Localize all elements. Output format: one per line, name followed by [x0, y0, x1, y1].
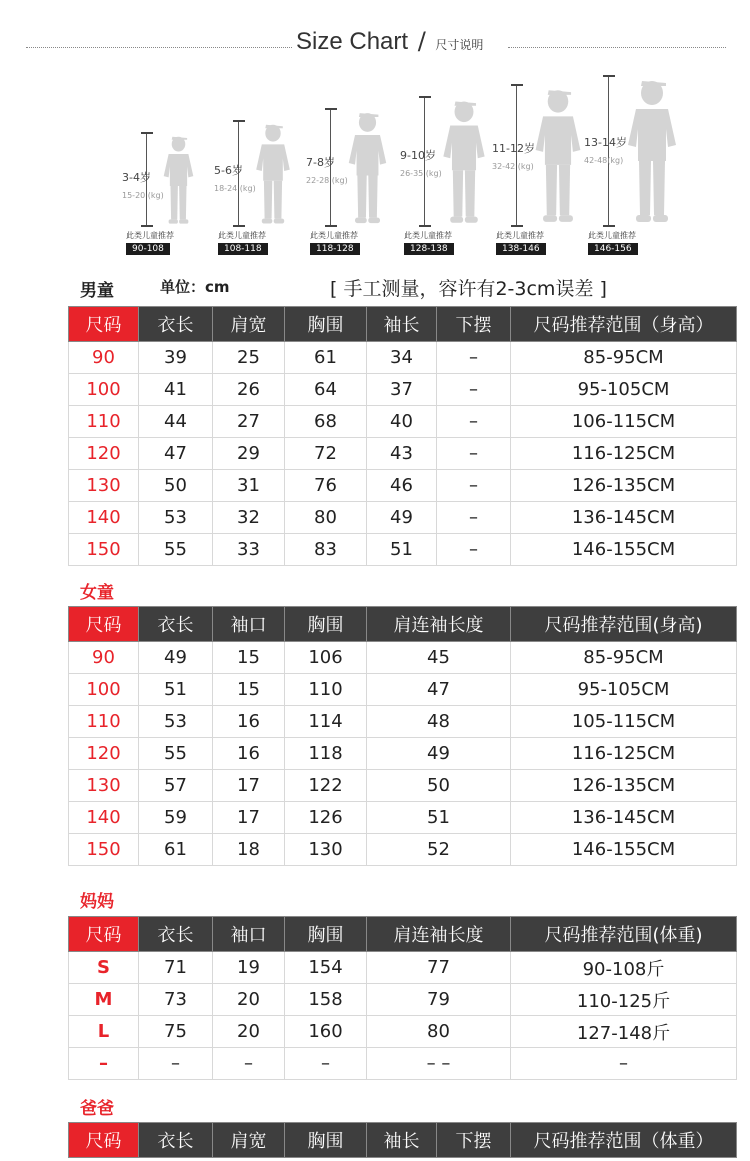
- size-cell: 150: [69, 834, 139, 866]
- table-cell: 116-125CM: [511, 438, 737, 470]
- column-header: 胸围: [285, 1123, 367, 1158]
- column-header: 尺码推荐范围（体重）: [511, 1123, 737, 1158]
- column-header: 袖口: [213, 607, 285, 642]
- table-header-row: [69, 1123, 737, 1158]
- table-cell: 64: [285, 374, 367, 406]
- age-label: 11-12岁: [492, 141, 535, 155]
- column-header: 肩连袖长度: [367, 607, 511, 642]
- age-label: 3-4岁: [122, 171, 151, 185]
- size-cell: S: [69, 952, 139, 984]
- table-row: [69, 502, 737, 534]
- table-cell: 50: [367, 770, 511, 802]
- height-range-badge: 138-146: [496, 243, 546, 255]
- child-silhouette-icon: [438, 98, 490, 227]
- table-cell: 106: [285, 642, 367, 674]
- table-header-row: [69, 917, 737, 952]
- table-row: [69, 834, 737, 866]
- weight-label: 42-48(kg): [584, 156, 624, 165]
- table-row: [69, 770, 737, 802]
- table-cell: 26: [213, 374, 285, 406]
- table-cell: 34: [367, 342, 437, 374]
- table-cell: –: [437, 438, 511, 470]
- table-cell: 73: [139, 984, 213, 1016]
- table-header-row: [69, 607, 737, 642]
- table-cell: 40: [367, 406, 437, 438]
- column-header: 下摆: [437, 307, 511, 342]
- column-header: 尺码推荐范围(身高): [511, 607, 737, 642]
- table-cell: 46: [367, 470, 437, 502]
- table-cell: 72: [285, 438, 367, 470]
- weight-label: 32-42 (kg): [492, 161, 534, 171]
- kid-figure: [492, 56, 582, 271]
- column-header: 肩连袖长度: [367, 917, 511, 952]
- table-cell: 37: [367, 374, 437, 406]
- table-cell: 146-155CM: [511, 834, 737, 866]
- table-cell: 45: [367, 642, 511, 674]
- table-cell: 61: [285, 342, 367, 374]
- table-row: [69, 642, 737, 674]
- title-chinese: 尺寸说明: [435, 38, 484, 52]
- child-silhouette-icon: [530, 86, 586, 227]
- table-cell: 53: [139, 706, 213, 738]
- recommend-label: 此类儿童推荐: [496, 231, 544, 240]
- size-cell: 120: [69, 438, 139, 470]
- table-cell: –: [437, 502, 511, 534]
- table-row: [69, 406, 737, 438]
- table-cell: 75: [139, 1016, 213, 1048]
- page-header: [0, 0, 750, 56]
- girls-label: 女童: [80, 583, 114, 603]
- dad-label: 爸爸: [80, 1099, 114, 1119]
- table-cell: 50: [139, 470, 213, 502]
- boys-size-table: [68, 306, 737, 566]
- column-header: 衣长: [139, 607, 213, 642]
- child-silhouette-icon: [344, 110, 391, 227]
- column-header: 胸围: [285, 607, 367, 642]
- height-ruler: [608, 75, 619, 227]
- table-cell: 16: [213, 706, 285, 738]
- table-cell: 61: [139, 834, 213, 866]
- table-cell: 49: [367, 738, 511, 770]
- size-cell: 110: [69, 406, 139, 438]
- table-cell: 57: [139, 770, 213, 802]
- table-row: [69, 470, 737, 502]
- table-cell: 90-108斤: [511, 952, 737, 984]
- height-range-badge: 118-128: [310, 243, 360, 255]
- table-row: [69, 802, 737, 834]
- table-cell: 51: [139, 674, 213, 706]
- size-cell: 130: [69, 470, 139, 502]
- column-header-size: 尺码: [69, 307, 139, 342]
- table-row: [69, 1048, 737, 1080]
- table-cell: 51: [367, 534, 437, 566]
- table-cell: 31: [213, 470, 285, 502]
- column-header-size: 尺码: [69, 917, 139, 952]
- title-english: Size Chart: [296, 28, 409, 55]
- unit-label: 单位：cm: [160, 278, 230, 296]
- column-header: 肩宽: [213, 307, 285, 342]
- recommend-label: 此类儿童推荐: [310, 231, 358, 240]
- column-header: 胸围: [285, 917, 367, 952]
- table-cell: –: [213, 1048, 285, 1080]
- table-row: [69, 952, 737, 984]
- size-cell: 100: [69, 374, 139, 406]
- boys-label: 男童: [80, 281, 114, 301]
- height-range-badge: 90-108: [126, 243, 170, 255]
- table-cell: –: [437, 342, 511, 374]
- table-cell: 55: [139, 738, 213, 770]
- kid-figure: [400, 56, 490, 271]
- table-cell: 80: [285, 502, 367, 534]
- table-row: [69, 738, 737, 770]
- table-cell: 68: [285, 406, 367, 438]
- table-cell: 85-95CM: [511, 342, 737, 374]
- table-row: [69, 706, 737, 738]
- table-cell: 146-155CM: [511, 534, 737, 566]
- table-cell: –: [139, 1048, 213, 1080]
- column-header: 胸围: [285, 307, 367, 342]
- table-cell: 15: [213, 674, 285, 706]
- table-cell: 48: [367, 706, 511, 738]
- table-cell: 27: [213, 406, 285, 438]
- table-row: [69, 534, 737, 566]
- kid-figure: [214, 56, 304, 271]
- table-cell: 126-135CM: [511, 770, 737, 802]
- table-cell: –: [437, 534, 511, 566]
- page-title: [296, 27, 483, 56]
- column-header: 下摆: [437, 1123, 511, 1158]
- child-silhouette-icon: [252, 122, 294, 227]
- column-header: 衣长: [139, 307, 213, 342]
- table-cell: 51: [367, 802, 511, 834]
- child-silhouette-icon: [160, 134, 197, 227]
- age-label: 13-14岁: [584, 136, 627, 149]
- column-header: 肩宽: [213, 1123, 285, 1158]
- table-cell: 20: [213, 1016, 285, 1048]
- size-cell: L: [69, 1016, 139, 1048]
- table-row: [69, 374, 737, 406]
- table-cell: 106-115CM: [511, 406, 737, 438]
- table-cell: 83: [285, 534, 367, 566]
- kid-figure: [306, 56, 396, 271]
- table-cell: 136-145CM: [511, 802, 737, 834]
- size-cell: 90: [69, 642, 139, 674]
- table-cell: 154: [285, 952, 367, 984]
- table-cell: 85-95CM: [511, 642, 737, 674]
- header-dotted-rule-left: [26, 47, 292, 48]
- table-cell: 20: [213, 984, 285, 1016]
- table-header-row: [69, 307, 737, 342]
- column-header: 袖长: [367, 307, 437, 342]
- column-header: 衣长: [139, 917, 213, 952]
- table-cell: 105-115CM: [511, 706, 737, 738]
- table-row: [69, 438, 737, 470]
- table-cell: 47: [367, 674, 511, 706]
- table-cell: 71: [139, 952, 213, 984]
- table-cell: 114: [285, 706, 367, 738]
- table-cell: 49: [367, 502, 437, 534]
- table-row: [69, 1016, 737, 1048]
- table-cell: 95-105CM: [511, 674, 737, 706]
- table-cell: 33: [213, 534, 285, 566]
- recommend-label: 此类儿童推荐: [218, 231, 266, 240]
- dad-size-table: [68, 1122, 737, 1158]
- column-header-size: 尺码: [69, 607, 139, 642]
- kid-figure: [584, 56, 674, 271]
- table-cell: 76: [285, 470, 367, 502]
- table-cell: 95-105CM: [511, 374, 737, 406]
- table-cell: 127-148斤: [511, 1016, 737, 1048]
- weight-label: 15-20 (kg): [122, 191, 164, 201]
- table-cell: – –: [367, 1048, 511, 1080]
- table-cell: 158: [285, 984, 367, 1016]
- table-cell: 122: [285, 770, 367, 802]
- weight-label: 22-28 (kg): [306, 176, 348, 186]
- age-label: 9-10岁: [400, 149, 436, 163]
- column-header: 尺码推荐范围（身高）: [511, 307, 737, 342]
- mom-size-table: [68, 916, 737, 1080]
- table-row: [69, 674, 737, 706]
- table-cell: 44: [139, 406, 213, 438]
- table-cell: 118: [285, 738, 367, 770]
- kid-figure: [122, 56, 212, 271]
- table-cell: 43: [367, 438, 437, 470]
- weight-label: 26-35 (kg): [400, 169, 442, 179]
- table-cell: 126-135CM: [511, 470, 737, 502]
- table-cell: 16: [213, 738, 285, 770]
- table-cell: 110: [285, 674, 367, 706]
- table-cell: 130: [285, 834, 367, 866]
- table-cell: –: [285, 1048, 367, 1080]
- column-header: 衣长: [139, 1123, 213, 1158]
- table-cell: 15: [213, 642, 285, 674]
- height-range-badge: 128-138: [404, 243, 454, 255]
- girls-size-table: [68, 606, 737, 866]
- age-label: 7-8岁: [306, 156, 335, 170]
- column-header: 袖长: [367, 1123, 437, 1158]
- size-cell: –: [69, 1048, 139, 1080]
- recommend-label: 此类儿童推荐: [404, 231, 452, 240]
- table-cell: 32: [213, 502, 285, 534]
- title-separator: /: [417, 27, 426, 55]
- column-header: 尺码推荐范围(体重): [511, 917, 737, 952]
- table-cell: 126: [285, 802, 367, 834]
- size-cell: 140: [69, 502, 139, 534]
- table-cell: –: [511, 1048, 737, 1080]
- size-cell: 90: [69, 342, 139, 374]
- table-cell: 110-125斤: [511, 984, 737, 1016]
- height-range-badge: 108-118: [218, 243, 268, 255]
- table-cell: –: [437, 470, 511, 502]
- size-cell: 120: [69, 738, 139, 770]
- child-silhouette-icon: [622, 77, 682, 227]
- measure-note: [ 手工测量，容许有2-3cm误差 ]: [330, 278, 607, 300]
- table-cell: 77: [367, 952, 511, 984]
- table-cell: –: [437, 374, 511, 406]
- size-cell: 150: [69, 534, 139, 566]
- table-cell: 59: [139, 802, 213, 834]
- table-cell: 79: [367, 984, 511, 1016]
- table-cell: –: [437, 406, 511, 438]
- height-illustration: [34, 56, 724, 271]
- size-cell: M: [69, 984, 139, 1016]
- table-cell: 29: [213, 438, 285, 470]
- table-row: [69, 342, 737, 374]
- table-cell: 18: [213, 834, 285, 866]
- table-cell: 53: [139, 502, 213, 534]
- table-cell: 49: [139, 642, 213, 674]
- table-cell: 80: [367, 1016, 511, 1048]
- size-cell: 100: [69, 674, 139, 706]
- recommend-label: 此类儿童推荐: [126, 231, 174, 240]
- table-cell: 17: [213, 802, 285, 834]
- header-dotted-rule-right: [508, 47, 726, 48]
- table-cell: 160: [285, 1016, 367, 1048]
- table-row: [69, 984, 737, 1016]
- table-cell: 55: [139, 534, 213, 566]
- weight-label: 18-24 (kg): [214, 183, 256, 193]
- mom-label: 妈妈: [80, 892, 114, 912]
- column-header-size: 尺码: [69, 1123, 139, 1158]
- table-cell: 116-125CM: [511, 738, 737, 770]
- table-cell: 136-145CM: [511, 502, 737, 534]
- table-cell: 39: [139, 342, 213, 374]
- table-cell: 25: [213, 342, 285, 374]
- age-label: 5-6岁: [214, 163, 243, 177]
- height-range-badge: 146-156: [588, 243, 638, 255]
- table-cell: 52: [367, 834, 511, 866]
- size-cell: 110: [69, 706, 139, 738]
- table-cell: 47: [139, 438, 213, 470]
- recommend-label: 此类儿童推荐: [588, 231, 636, 240]
- table-cell: 17: [213, 770, 285, 802]
- table-cell: 19: [213, 952, 285, 984]
- column-header: 袖口: [213, 917, 285, 952]
- table-cell: 41: [139, 374, 213, 406]
- size-cell: 140: [69, 802, 139, 834]
- size-cell: 130: [69, 770, 139, 802]
